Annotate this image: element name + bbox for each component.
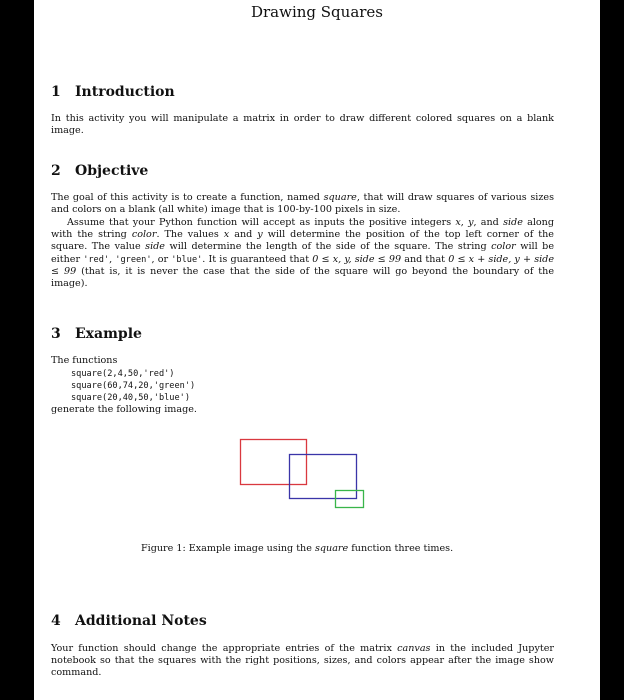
section-number: 4 <box>51 613 61 629</box>
section-title: Objective <box>75 163 149 179</box>
section-heading-introduction <box>51 84 175 100</box>
page-title: Drawing Squares <box>250 3 384 21</box>
code-block <box>71 368 195 404</box>
code-line: square(2,4,50,'red') <box>71 369 175 379</box>
section-title: Example <box>75 326 142 342</box>
example-outro: generate the following image. <box>51 404 197 415</box>
intro-paragraph: In this activity you will manipulate a matrix in order to draw different colored squares on a blank image. <box>51 113 554 137</box>
section-title: Introduction <box>75 84 175 100</box>
objective-paragraph-2: Assume that your Python function will accept as inputs the positive integers x, y, and side along with the string color. The values x and y will determine the position of the top left corner of the square. The value side will determine the length of the side of the square. The string color will be either 'red', 'green', or 'blue'. It is guaranteed that 0 ≤ x, y, side ≤ 99 and that 0 ≤ x + side, y + side ≤ 99 (that is, it is never the case that the side of the square will go beyond the boundary of the image). <box>51 217 555 290</box>
section-heading-example <box>51 326 142 342</box>
section-heading-objective <box>51 163 148 179</box>
document-page <box>34 0 600 700</box>
example-figure <box>234 434 374 514</box>
section-number: 2 <box>51 163 61 179</box>
figure-caption: Figure 1: Example image using the square function three times. <box>141 543 454 554</box>
section-heading-additional-notes <box>51 613 207 629</box>
code-line: square(20,40,50,'blue') <box>71 393 190 403</box>
blue-square <box>290 455 357 499</box>
section-number: 1 <box>51 84 61 100</box>
red-square <box>241 440 307 485</box>
section-title: Additional Notes <box>75 613 207 629</box>
example-intro: The functions <box>51 355 118 366</box>
section-number: 3 <box>51 326 61 342</box>
objective-paragraph-1: The goal of this activity is to create a function, named square, that will draw squares of various sizes and colors on a blank (all white) image that is 100-by-100 pixels in size. <box>51 192 554 216</box>
code-line: square(60,74,20,'green') <box>71 381 196 391</box>
notes-paragraph: Your function should change the appropriate entries of the matrix canvas in the included Jupyter notebook so that the squares with the right positions, sizes, and colors appear after the image show command. <box>51 643 554 679</box>
